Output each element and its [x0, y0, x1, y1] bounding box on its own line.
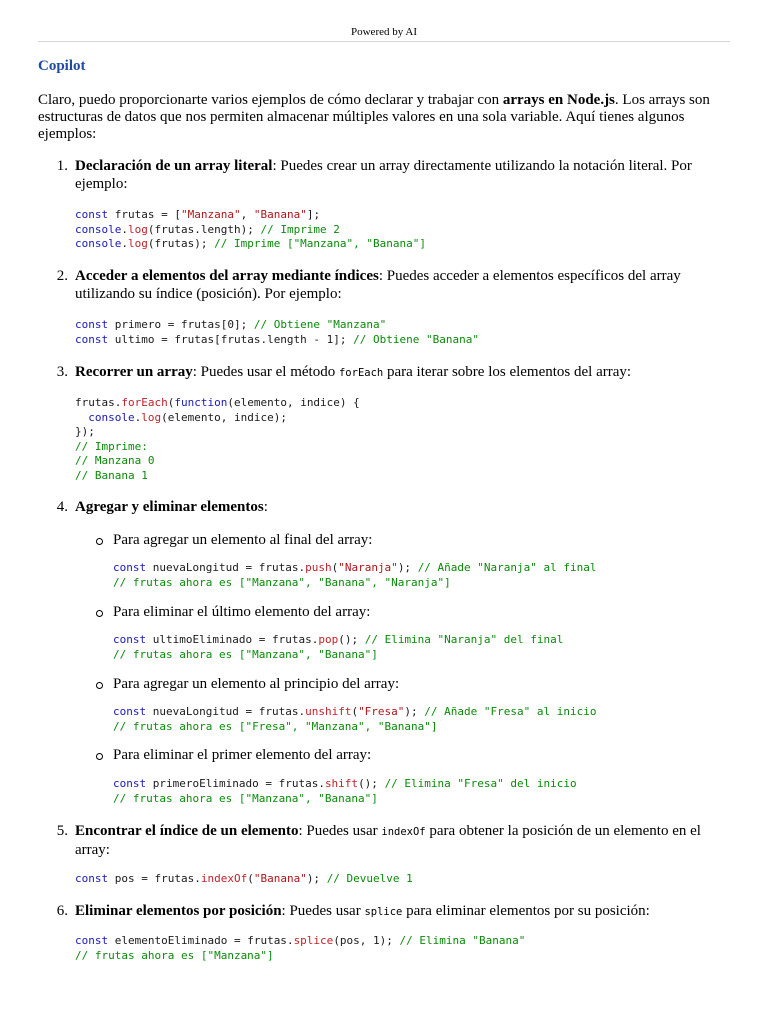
code-line: const nuevaLongitud = frutas.unshift("Fresa"); // Añade "Fresa" al inicio — [113, 705, 597, 718]
circle-bullet-icon — [96, 753, 103, 760]
intro-bold: arrays en Node.js — [502, 92, 615, 108]
code-block-4c — [113, 705, 596, 734]
item-desc-end: para eliminar elementos por su posición: — [402, 903, 650, 919]
code-line: // Manzana 0 — [75, 454, 155, 467]
code-line: frutas.forEach(function(elemento, indice) { — [75, 396, 360, 409]
code-line: console.log(elemento, indice); — [88, 410, 287, 424]
list-item-3-text — [75, 363, 725, 382]
item-number: 3. — [56, 364, 68, 380]
list-item-1-text — [75, 157, 725, 193]
code-line: }); — [75, 425, 95, 438]
item-number: 5. — [56, 823, 68, 839]
sub-item-text: Para eliminar el último elemento del array: — [113, 604, 371, 620]
item-title: Encontrar el índice de un elemento — [75, 823, 299, 839]
item-title: Agregar y eliminar elementos — [75, 499, 264, 515]
list-item-2-text — [75, 267, 725, 303]
code-line: console.log(frutas); // Imprime ["Manzana", "Banana"] — [75, 237, 427, 250]
item-desc-end: para obtener la posición de un elemento en el array: — [75, 823, 701, 858]
code-line: const ultimoEliminado = frutas.pop(); // Elimina "Naranja" del final — [113, 633, 564, 646]
list-item-6-text — [75, 902, 725, 921]
code-block-2 — [75, 318, 479, 347]
list-item-5-text — [75, 822, 725, 859]
item-title: Recorrer un array — [75, 364, 193, 380]
inline-code: forEach — [338, 367, 384, 379]
inline-code: indexOf — [381, 826, 426, 838]
item-title: Acceder a elementos del array mediante índices — [75, 268, 379, 284]
code-block-5 — [75, 872, 413, 887]
inline-code: splice — [364, 906, 403, 918]
header-divider — [38, 41, 730, 42]
list-item-4-text — [75, 498, 725, 516]
item-desc: : Puedes usar — [281, 903, 365, 919]
item-number: 1. — [56, 158, 68, 174]
code-block-4a — [113, 561, 597, 590]
code-block-4b — [113, 633, 563, 662]
code-block-6 — [75, 934, 525, 963]
code-line: // frutas ahora es ["Manzana", "Banana", "Naranja"] — [113, 575, 451, 589]
code-line: const primero = frutas[0]; // Obtiene "Manzana" — [75, 318, 387, 331]
copilot-title: Copilot — [38, 58, 86, 74]
code-line: const frutas = ["Manzana", "Banana"]; — [75, 208, 321, 221]
intro-paragraph — [38, 92, 728, 143]
item-title: Eliminar elementos por posición — [75, 903, 282, 919]
item-title: Declaración de un array literal — [75, 158, 273, 174]
item-desc: : — [263, 499, 268, 515]
sub-item-text: Para agregar un elemento al final del array: — [113, 532, 373, 548]
item-number: 6. — [56, 903, 68, 919]
sub-item-text: Para eliminar el primer elemento del array: — [113, 747, 372, 763]
code-line: // frutas ahora es ["Fresa", "Manzana", "Banana"] — [113, 719, 438, 733]
item-number: 2. — [56, 268, 68, 284]
code-line: // Banana 1 — [75, 468, 148, 482]
code-line: // frutas ahora es ["Manzana"] — [75, 948, 274, 962]
circle-bullet-icon — [96, 610, 103, 617]
powered-by-header: Powered by AI — [351, 26, 417, 38]
sub-item-text: Para agregar un elemento al principio del array: — [113, 676, 400, 692]
code-line: const primeroEliminado = frutas.shift(); // Elimina "Fresa" del inicio — [113, 777, 577, 790]
circle-bullet-icon — [96, 682, 103, 689]
code-line: const ultimo = frutas[frutas.length - 1]; // Obtiene "Banana" — [75, 332, 480, 346]
circle-bullet-icon — [96, 538, 103, 545]
code-line: console.log(frutas.length); // Imprime 2 — [75, 222, 340, 236]
code-line: // frutas ahora es ["Manzana", "Banana"] — [113, 647, 378, 661]
code-block-3 — [75, 396, 360, 483]
item-desc: : Puedes usar el método — [192, 364, 339, 380]
code-block-1 — [75, 208, 426, 252]
intro-text-start: Claro, puedo proporcionarte varios ejemplos de cómo declarar y trabajar con — [38, 92, 503, 108]
item-desc: : Puedes acceder a elementos específicos del array utilizando su índice (posición). Por ejemplo: — [75, 268, 681, 302]
item-desc: : Puedes usar — [298, 823, 382, 839]
item-desc-end: para iterar sobre los elementos del array: — [383, 364, 632, 380]
code-block-4d — [113, 777, 577, 806]
code-line: const nuevaLongitud = frutas.push("Naranja"); // Añade "Naranja" al final — [113, 561, 597, 574]
code-line: // frutas ahora es ["Manzana", "Banana"] — [113, 791, 378, 805]
item-desc: : Puedes crear un array directamente utilizando la notación literal. Por ejemplo: — [75, 158, 692, 192]
code-line: const elementoEliminado = frutas.splice(pos, 1); // Elimina "Banana" — [75, 934, 526, 947]
code-line: const pos = frutas.indexOf("Banana"); // Devuelve 1 — [75, 872, 413, 885]
code-line: // Imprime: — [75, 439, 148, 453]
item-number: 4. — [56, 499, 68, 515]
intro-text-end: . Los arrays son estructuras de datos que nos permiten almacenar múltiples valores en una sola variable. Aquí tienes algunos ejemplos: — [38, 92, 710, 142]
